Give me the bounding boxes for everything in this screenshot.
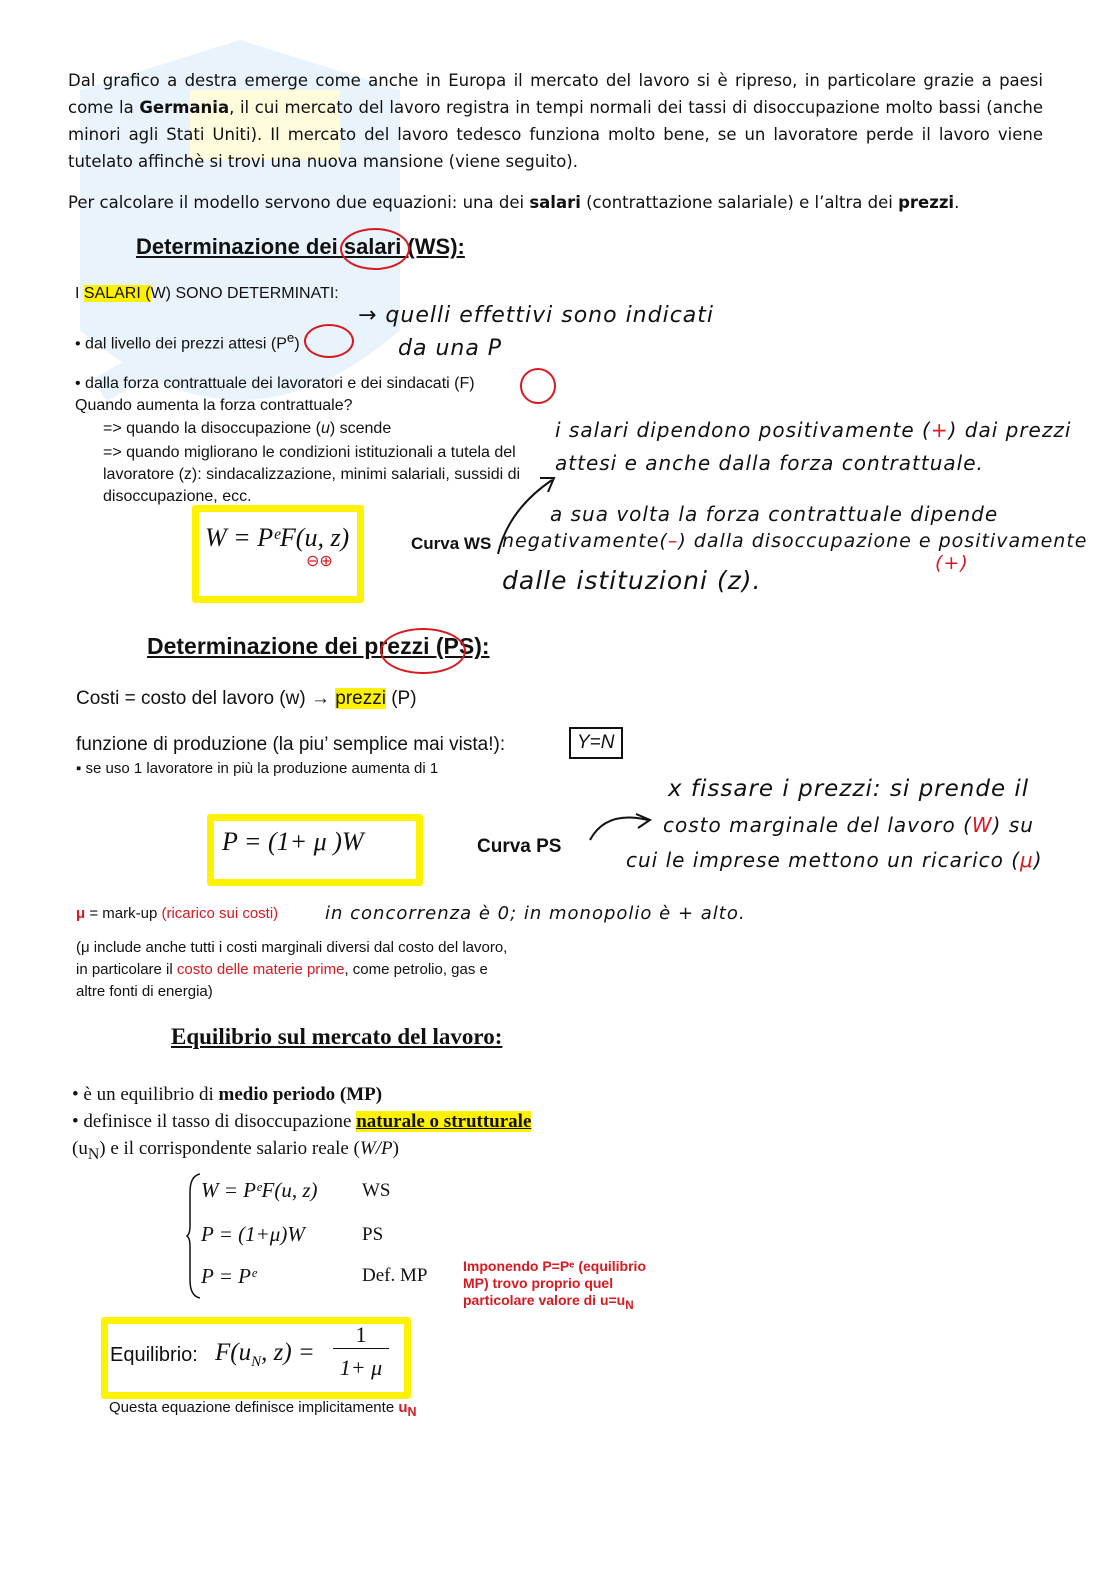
note-prezzi-line-1: x fissare i prezzi: si prende il: [668, 776, 1030, 802]
note-effettivi-line-1: → quelli effettivi sono indicati: [358, 303, 715, 328]
mu-definition: μ = mark-up (ricarico sui costi): [76, 905, 279, 922]
ws-question: Quando aumenta la forza contrattuale?: [75, 397, 353, 414]
intro-paragraph-1: Dal grafico a destra emerge come anche in Europa il mercato del lavoro si è ripreso, in particolare grazie a paesi come la Germania, il cui mercato del lavoro registra in tempi normali dei tassi di disoccupazione molto bassi (anche minori agli Stati Uniti). Il mercato del lavoro tedesco funziona molto bene, se un lavoratore perde il lavoro viene tutelato affinchè si trovi una nuova mansione (viene seguito).: [68, 71, 1043, 171]
ps-equation: P = (1+ μ )W: [222, 827, 364, 856]
equilibrium-numerator: 1: [333, 1322, 389, 1349]
note-salari-line-4: negativamente(–) dalla disoccupazione e positivamente: [502, 530, 1088, 552]
ps-arrow-icon: [586, 806, 656, 846]
eq-title: Equilibrio sul mercato del lavoro:: [171, 1024, 503, 1049]
ws-answer-1: => quando la disoccupazione (u) scende: [103, 420, 392, 437]
ps-production-box: Y=N: [569, 727, 623, 759]
eq-bullet-2: • definisce il tasso di disoccupazione naturale o strutturale: [72, 1111, 532, 1132]
system-ws: W = PᵉF(u, z): [201, 1178, 318, 1202]
eq-bullet-1: • è un equilibrio di medio periodo (MP): [72, 1084, 383, 1105]
eq-bullet-3: $(u_N)$ e il corrispondente salario reale (W/P): [72, 1138, 399, 1163]
note-salari-line-2: attesi e anche dalla forza contrattuale.: [555, 451, 984, 475]
system-brace-icon: [186, 1172, 202, 1300]
salari-circle: [340, 228, 410, 270]
system-mp-label: Def. MP: [362, 1265, 428, 1286]
prezzi-circle: [380, 628, 466, 674]
ws-equation-signs: ⊖⊕: [306, 553, 333, 570]
ws-title: Determinazione dei salari (WS):: [136, 234, 465, 259]
system-ws-label: WS: [362, 1180, 391, 1201]
note-mu: in concorrenza è 0; in monopolio è + alto.: [325, 903, 746, 924]
final-note: Questa equazione definisce implicitamente $u_N$: [109, 1399, 417, 1419]
ws-bullet-2: • dalla forza contrattuale dei lavoratori e dei sindacati (F): [75, 375, 475, 392]
ws-arrow-icon: [494, 470, 564, 560]
ps-costs: Costi = costo del lavoro (w) → prezzi (P): [76, 688, 417, 709]
eq-red-note: Imponendo P=Pᵉ (equilibrio MP) trovo proprio quel particolare valore di $u=u_N$: [463, 1258, 646, 1312]
mu-note: (μ include anche tutti i costi marginali diversi dal costo del lavoro, in particolare il costo delle materie prime, come petrolio, gas e altre fonti di energia): [76, 939, 508, 1000]
note-salari-line-1: i salari dipendono positivamente (+) dai prezzi: [555, 418, 1072, 442]
note-prezzi-line-3: cui le imprese mettono un ricarico (μ): [626, 848, 1043, 872]
note-salari-line-5: dalle istituzioni (z).: [502, 566, 762, 595]
ws-answer-2: => quando migliorano le condizioni istituzionali a tutela del lavoratore (z): sindacalizzazione, minimi salariali, sussidi di disoccupazione, ecc.: [103, 444, 521, 505]
system-ps-label: PS: [362, 1224, 384, 1245]
note-effettivi-line-2: da una P: [398, 336, 503, 361]
system-ps: P = (1+μ)W: [201, 1222, 305, 1246]
ws-bullet-1: • dal livello dei prezzi attesi $(P^e)$: [75, 330, 300, 353]
system-mp: P = Pᵉ: [201, 1264, 257, 1288]
ps-title: Determinazione dei prezzi (PS):: [147, 633, 490, 659]
pe-circle: [304, 324, 354, 358]
ws-subtitle: I SALARI (W) SONO DETERMINATI:: [75, 285, 339, 302]
note-salari-plus: (+): [935, 552, 969, 574]
equilibrium-lhs: $F(u_N$, z) =: [215, 1339, 315, 1370]
f-circle: [520, 368, 556, 404]
ws-equation-highlight: [192, 505, 364, 603]
ps-production: funzione di produzione (la piu’ semplice mai vista!):: [76, 734, 506, 755]
curve-ps-label: Curva PS: [477, 836, 562, 857]
note-prezzi-line-2: costo marginale del lavoro (W) su: [663, 813, 1034, 837]
curve-ws-label: Curva WS: [411, 534, 492, 553]
ws-equation: W = PᵉF(u, z): [205, 523, 350, 552]
equilibrium-denominator: 1+ μ: [339, 1355, 383, 1380]
ps-production-note: ▪ se uso 1 lavoratore in più la produzione aumenta di 1: [76, 760, 439, 777]
equilibrium-label: Equilibrio:: [110, 1344, 198, 1366]
intro-paragraph-2: Per calcolare il modello servono due equazioni: una dei salari (contrattazione salariale) e l’altra dei prezzi.: [68, 193, 960, 212]
note-salari-line-3: a sua volta la forza contrattuale dipende: [550, 502, 999, 526]
